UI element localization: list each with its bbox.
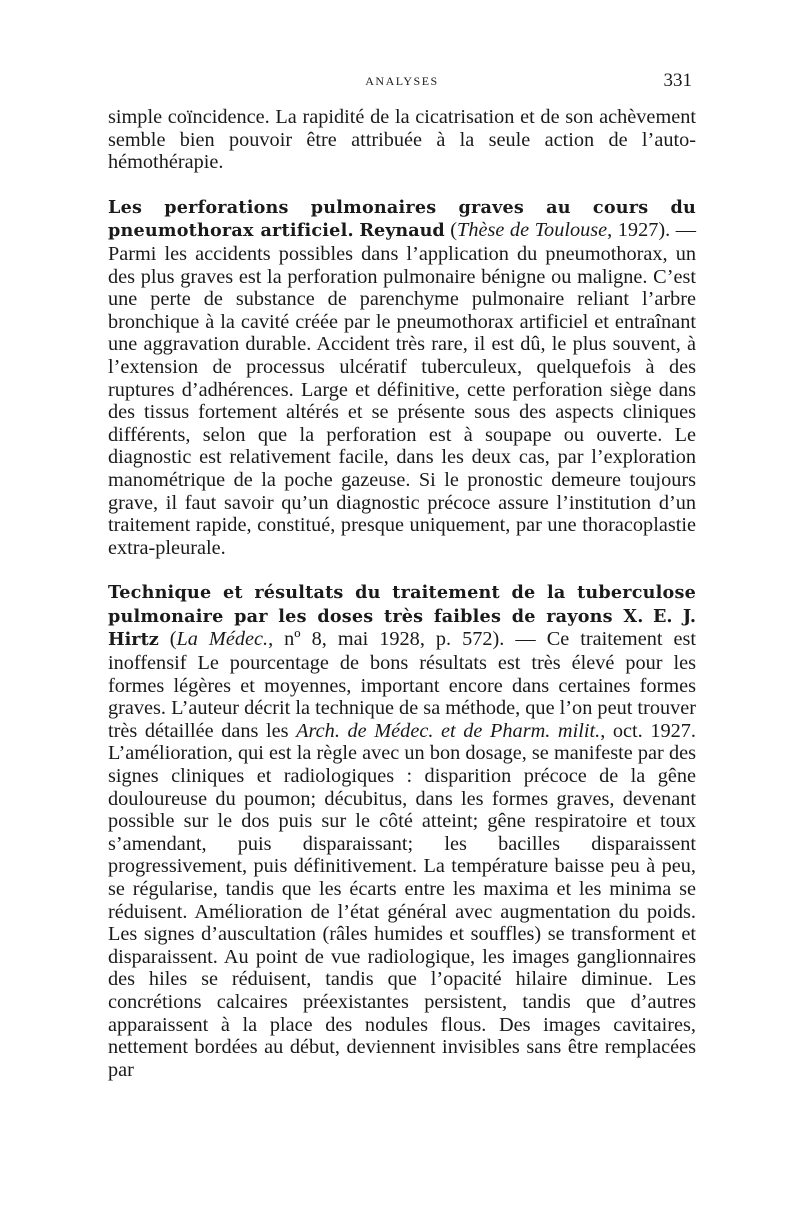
article-text-continued: , oct. 1927. L’amélioration, qui est la règle avec un bon dosage, se manifeste par des signes cliniques et radiologiques : disparition précoce de la gêne douloureuse du poumon; décubitus, dans les formes graves, devenant possible sur le dos puis sur le côté atteint; gêne respiratoire et toux s’amendant, puis disparaissant; les bacilles disparaissent progressivement, puis définitivement. La température baisse peu à peu, se régularise, tandis que les écarts entre les maxima et les minima se réduisent. Amélioration de l’état général avec augmentation du poids. Les signes d’auscultation (râles humides et souffles) se transforment et disparaissent. Au point de vue radiologique, les images ganglionnaires des hiles se réduisent, tandis que l’opacité hilaire diminue. Les concrétions calcaires préexistantes persistent, tandis que d’autres apparaissent à la place des nodules flous. Des images cavitaires, nettement bordées au début, deviennent invisibles sans être remplacées par	[108, 719, 696, 1081]
article-text: — Parmi les accidents possibles dans l’application du pneumothorax, un des plus graves est la perforation pulmonaire bénigne ou maligne. C’est une perte de substance de parenchyme pulmonaire reliant l’arbre bronchique à la cavité créée par le pneumothorax artificiel et entraînant une aggravation durable. Accident très rare, il est dû, le plus souvent, à l’extension de processus ulcératif tuberculeux, quelquefois à des ruptures d’adhérences. Large et définitive, cette perforation siège dans des tissus fortement altérés et se présente sous des aspects cliniques différents, selon que la perforation est à soupape ou ouverte. Le diagnostic est relativement facile, dans les deux cas, par l’exploration manométrique de la poche gazeuse. Si le pronostic demeure toujours grave, il faut savoir qu’un diagnostic précoce assure l’institution d’un traitement rapide, constitué, presque uniquement, par une thoracoplastie extra-pleurale.	[108, 219, 697, 559]
article-paragraph	[108, 581, 696, 1081]
article-author: Reynaud	[359, 220, 445, 242]
citation-source: Thèse de Toulouse	[457, 219, 608, 242]
article-body	[108, 106, 696, 1081]
citation-open: (	[169, 628, 177, 651]
article-title: Les perforations pulmonaires graves au cours du pneumothorax artificiel.	[108, 196, 696, 242]
citation-details: , nº 8, mai 1928, p. 572).	[268, 628, 505, 651]
running-head	[108, 70, 696, 94]
article-hirtz	[108, 581, 696, 1081]
intro-paragraph: simple coïncidence. La rapidité de la cicatrisation et de son achèvement semble bien pouvoir être attribuée à la seule action de l’auto-hémothérapie.	[108, 106, 696, 174]
citation-source: La Médec.	[176, 628, 269, 651]
article-author: E. J. Hirtz	[108, 605, 697, 651]
journal-reference: Arch. de Médec. et de Pharm. milit.	[296, 719, 601, 742]
page	[108, 70, 696, 1081]
citation-open: (	[450, 219, 458, 242]
citation-details: , 1927).	[607, 219, 671, 242]
running-title: ANALYSES	[365, 74, 439, 88]
article-title: Technique et résultats du traitement de la tuberculose pulmonaire par les doses très faibles de rayons X.	[108, 582, 696, 627]
article-reynaud	[108, 196, 696, 560]
article-paragraph	[108, 196, 696, 560]
article-text: — Ce traitement est inoffensif Le pourcentage de bons résultats est très élevé pour les formes légères et moyennes, important encore dans certaines formes graves. L’auteur décrit la technique de sa méthode, que l’on peut trouver très détaillée dans les	[108, 628, 697, 742]
page-number: 331	[663, 70, 692, 91]
